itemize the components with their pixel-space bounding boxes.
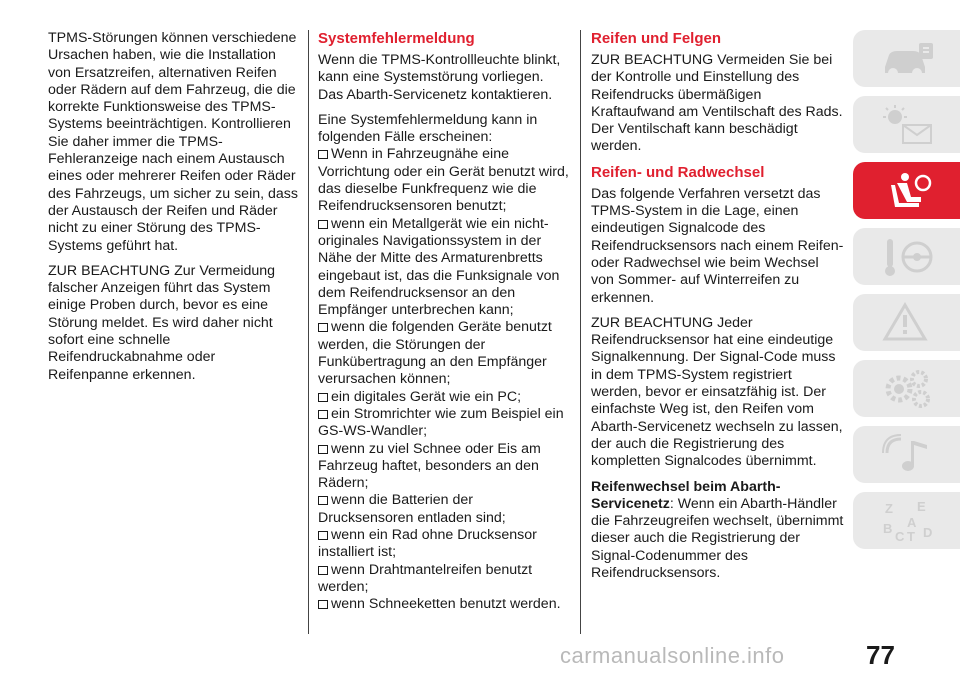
page-number: 77 xyxy=(866,640,895,670)
checkbox-bullet-icon xyxy=(318,323,328,332)
maintenance-gears-icon xyxy=(877,367,937,411)
list-item: wenn Schneeketten benutzt werden. xyxy=(318,596,570,613)
car-info-icon xyxy=(877,37,937,81)
checkbox-bullet-icon xyxy=(318,445,328,454)
warning-lights-icon xyxy=(877,103,937,147)
paragraph-valve-note: ZUR BEACHTUNG Vermeiden Sie bei der Kontrolle und Einstellung des Reifendrucks übermäßigen Kraftaufwand am Ventilschaft des Rads. Der Ventilschaft kann beschädigt werden. xyxy=(591,52,843,155)
svg-text:D: D xyxy=(922,524,932,540)
column-left xyxy=(48,30,298,392)
checkbox-bullet-icon xyxy=(318,496,328,505)
subheading-dealer-change: Reifenwechsel beim Abarth-Servicenetz xyxy=(591,478,781,512)
paragraph-warning-light: Wenn die TPMS-Kontrollleuchte blinkt, kann eine Systemstörung vorliegen. Das Abarth-Servicenetz kontaktieren. xyxy=(318,52,561,103)
heading-tires-rims: Reifen und Felgen xyxy=(591,30,722,47)
list-item: wenn die folgenden Geräte benutzt werden, die Störungen der Funkübertragung an den Empfänger verursachen können; xyxy=(318,319,552,388)
svg-text:B: B xyxy=(882,520,892,536)
chapter-tabs xyxy=(853,30,960,558)
list-item: wenn ein Metallgerät wie ein nicht-originales Navigationssystem in der Nähe der Mitte des Armaturenbretts eingebaut ist, das die Funksignale von dem Reifendrucksensor an den Empfänger unterbrechen kann; xyxy=(318,215,560,319)
heading-tire-wheel-change: Reifen- und Radwechsel xyxy=(591,163,765,181)
svg-text:E: E xyxy=(916,498,926,514)
tab-starting-driving[interactable] xyxy=(853,228,960,285)
list-item: wenn ein Rad ohne Drucksensor installiert ist; xyxy=(318,527,537,561)
watermark: carmanualsonline.info xyxy=(560,643,785,668)
svg-text:Z: Z xyxy=(884,500,893,516)
list-item: wenn Drahtmantelreifen benutzt werden; xyxy=(318,561,533,595)
tab-warning-lights[interactable] xyxy=(853,96,960,153)
paragraph-note-false-alarms: ZUR BEACHTUNG Zur Vermeidung falscher Anzeigen führt das System einige Proben durch, bevor es eine Störung meldet. Es wird daher nicht sofort eine schnelle Reifendruckabnahme oder Reifenpanne erkennen. xyxy=(48,262,276,383)
tab-multimedia[interactable] xyxy=(853,426,960,483)
checkbox-bullet-icon xyxy=(318,150,328,159)
multimedia-note-icon xyxy=(877,433,937,477)
checkbox-bullet-icon xyxy=(318,410,328,419)
checkbox-bullet-icon xyxy=(318,566,328,575)
tab-car-info[interactable] xyxy=(853,30,960,87)
list-item: ein digitales Gerät wie ein PC; xyxy=(318,389,570,406)
list-item: ein Stromrichter wie zum Beispiel ein GS-WS-Wandler; xyxy=(318,405,564,440)
checkbox-bullet-icon xyxy=(318,393,328,402)
list-item: wenn zu viel Schnee oder Eis am Fahrzeug haftet, besonders an den Rädern; xyxy=(318,440,541,492)
paragraph-error-cases-intro: Eine Systemfehlermeldung kann in folgenden Fälle erscheinen: xyxy=(318,111,538,146)
tab-index[interactable] xyxy=(853,492,960,549)
checkbox-bullet-icon xyxy=(318,600,328,609)
paragraph-tpms-causes: TPMS-Störungen können verschiedene Ursachen haben, wie die Installation von Ersatzreifen, alternativen Reifen oder Rädern auf dem Fahrzeug, die die korrekte Funktionsweise des TPMS-Systems beeinträchtigen. Kontrollieren Sie daher immer die TPMS-Fehleranzeige nach einem Austausch eines oder mehrerer Reifen oder Räder des Fahrzeugs, um sicher zu sein, dass der Austausch der Reifen und Räder nicht zu einer Störung des TPMS-Systems geführt hat. xyxy=(48,30,298,254)
index-letters-icon xyxy=(877,499,937,543)
column-middle xyxy=(318,30,570,614)
list-item: Wenn in Fahrzeugnähe eine Vorrichtung oder ein Gerät benutzt wird, das dieselbe Funkfrequenz wie die Reifendrucksensoren benutzt; xyxy=(318,146,569,215)
checkbox-bullet-icon xyxy=(318,531,328,540)
svg-text:A: A xyxy=(906,514,916,530)
airbag-seat-icon xyxy=(877,169,937,213)
svg-text:C: C xyxy=(894,528,904,543)
svg-text:T: T xyxy=(906,528,915,543)
tab-maintenance[interactable] xyxy=(853,360,960,417)
key-steering-wheel-icon xyxy=(877,235,937,279)
paragraph-signal-note: ZUR BEACHTUNG Jeder Reifendrucksensor hat eine eindeutige Signalkennung. Der Signal-Code muss in dem TPMS-System registriert werden, bevor er einsatzfähig ist. Der einfachste Weg ist, den Reifen vom Abarth-Servicenetz wechseln zu lassen, der auch die Registrierung des kompletten Signalcodes übernimmt. xyxy=(591,314,843,470)
paragraph-change-procedure: Das folgende Verfahren versetzt das TPMS-System in die Lage, einen eindeutigen Signalcode des Reifendrucksensors nach einem Reifen- oder Radwechsel wie beim Wechsel von Sommer- auf Winterreifen zu erkennen. xyxy=(591,185,844,306)
warning-triangle-icon xyxy=(877,301,937,345)
column-right xyxy=(591,30,845,590)
heading-system-error: Systemfehlermeldung xyxy=(318,30,475,47)
tab-safety[interactable] xyxy=(853,162,960,219)
tab-emergency[interactable] xyxy=(853,294,960,351)
column-divider xyxy=(308,30,309,634)
list-item: wenn die Batterien der Drucksensoren entladen sind; xyxy=(318,492,506,526)
checkbox-bullet-icon xyxy=(318,220,328,229)
paragraph-dealer-change: Reifenwechsel beim Abarth-Servicenetz: Wenn ein Abarth-Händler die Fahrzeugreifen wechselt, übernimmt dieser auch die Registrierung der Signal-Codenummer des Reifendrucksensors. xyxy=(591,478,844,582)
column-divider xyxy=(580,30,581,634)
